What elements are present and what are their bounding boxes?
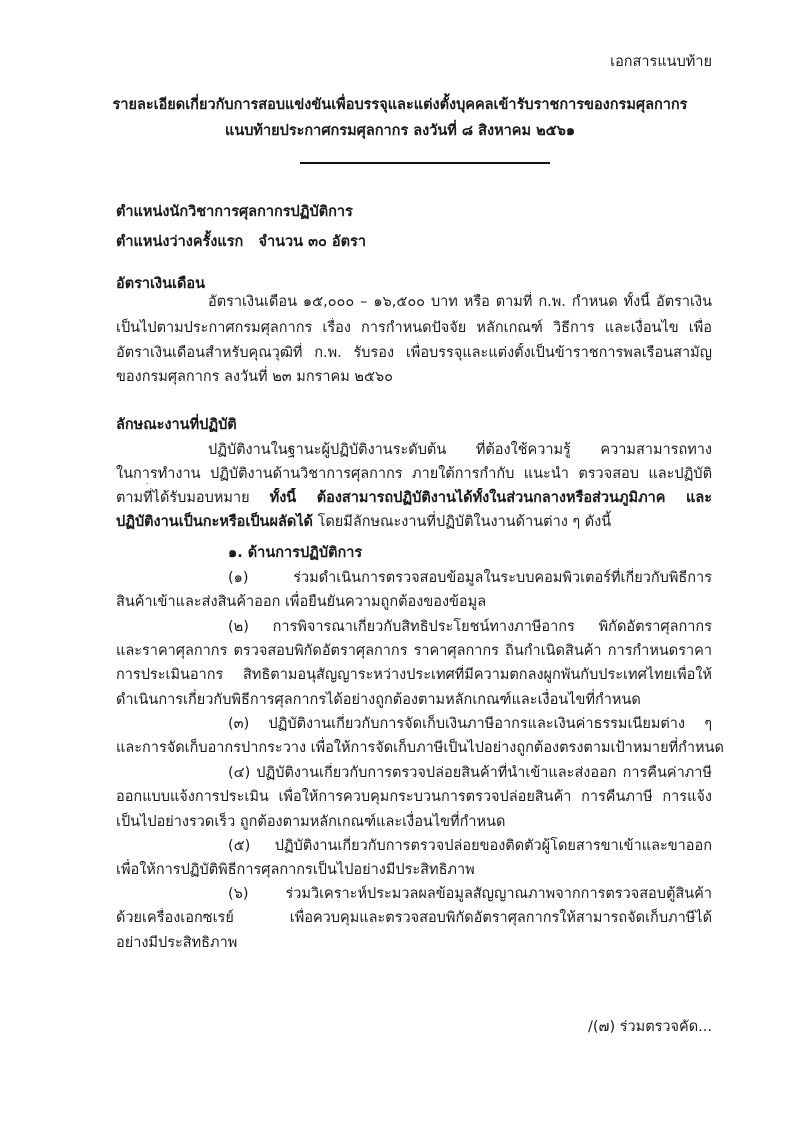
duties-text: ตามที่ได้รับมอบหมาย [116, 490, 270, 506]
item-line: ดำเนินการเกี่ยวกับพิธีการศุลกากรได้อย่างถูกต้องตามหลักเกณฑ์และเงื่อนไขที่กำหนด [116, 692, 641, 708]
title-divider [300, 162, 550, 164]
item-line: อย่างมีประสิทธิภาพ [116, 935, 238, 951]
salary-line: เป็นไปตามประกาศกรมศุลกากร เรื่อง การกำหนดปัจจัย หลักเกณฑ์ วิธีการ และเงื่อนไข เพื่อ [116, 320, 712, 336]
duties-line [116, 488, 712, 508]
item-line: (๓) ปฏิบัติงานเกี่ยวกับการจัดเก็บเงินภาษีอากรและเงินค่าธรรมเนียมต่าง ๆ [228, 716, 712, 732]
attachment-label: เอกสารแนบท้าย [610, 54, 712, 70]
salary-line: ของกรมศุลกากร ลงวันที่ ๒๓ มกราคม ๒๕๖๐ [116, 369, 394, 385]
item-line: สินค้าเข้าและส่งสินค้าออก เพื่อยืนยันความถูกต้องของข้อมูล [116, 594, 487, 610]
duties-text: โดยมีลักษณะงานที่ปฏิบัติในงานด้านต่าง ๆ ดังนี้ [312, 514, 612, 530]
section-heading: ๑. ด้านการปฏิบัติการ [228, 545, 363, 561]
duties-emphasis: ทั้งนี้ ต้องสามารถปฏิบัติงานได้ทั้งในส่วนกลางหรือส่วนภูมิภาค และ [269, 490, 712, 506]
duties-heading: ลักษณะงานที่ปฏิบัติ [116, 417, 237, 433]
duties-line: ในการทำงาน ปฏิบัติงานด้านวิชาการศุลกากร ภายใต้การกำกับ แนะนำ ตรวจสอบ และปฏิบัติ [116, 466, 712, 482]
item-line: ออกแบบแจ้งการประเมิน เพื่อให้การควบคุมกระบวนการตรวจปล่อยสินค้า การคืนภาษี การแจ้ง [116, 789, 712, 805]
vacancy-count: ตำแหน่งว่างครั้งแรก จำนวน ๓๐ อัตรา [116, 234, 366, 250]
duties-line [116, 512, 611, 532]
position-name: ตำแหน่งนักวิชาการศุลกากรปฏิบัติการ [116, 204, 353, 220]
item-line: เป็นไปอย่างรวดเร็ว ถูกต้องตามหลักเกณฑ์และเงื่อนไขที่กำหนด [116, 814, 506, 830]
item-line: (๑) ร่วมดำเนินการตรวจสอบข้อมูลในระบบคอมพิวเตอร์ที่เกี่ยวกับพิธีการ [228, 570, 712, 586]
item-line: (๒) การพิจารณาเกี่ยวกับสิทธิประโยชน์ทางภาษีอากร พิกัดอัตราศุลกากร [228, 619, 712, 635]
document-title: รายละเอียดเกี่ยวกับการสอบแข่งขันเพื่อบรรจุและแต่งตั้งบุคคลเข้ารับราชการของกรมศุลกากร [112, 97, 688, 113]
salary-line: อัตราเงินเดือน ๑๕,๐๐๐ – ๑๖,๕๐๐ บาท หรือ ตามที่ ก.พ. กำหนด ทั้งนี้ อัตราเงิน [208, 294, 712, 310]
salary-line: อัตราเงินเดือนสำหรับคุณวุฒิที่ ก.พ. รับรอง เพื่อบรรจุและแต่งตั้งเป็นข้าราชการพลเรือนสามัญ [116, 345, 712, 361]
item-line: การประเมินอากร สิทธิตามอนุสัญญาระหว่างประเทศที่มีความตกลงผูกพันกับประเทศไทยเพื่อให้ [116, 667, 712, 683]
item-line: และการจัดเก็บอากรปากระวาง เพื่อให้การจัดเก็บภาษีเป็นไปอย่างถูกต้องตรงตามเป้าหมายที่กำหนด [116, 740, 724, 756]
document-subtitle: แนบท้ายประกาศกรมศุลกากร ลงวันที่ ๘ สิงหาคม ๒๕๖๑ [224, 123, 576, 139]
item-line: (๔) ปฏิบัติงานเกี่ยวกับการตรวจปล่อยสินค้าที่นำเข้าและส่งออก การคืนค่าภาษี [228, 765, 712, 781]
item-line: และราคาศุลกากร ตรวจสอบพิกัดอัตราศุลกากร ราคาศุลกากร ถิ่นกำเนิดสินค้า การกำหนดราคา [116, 643, 712, 659]
duties-emphasis: ปฏิบัติงานเป็นกะหรือเป็นผลัดได้ [116, 514, 313, 530]
continued-note: /(๗) ร่วมตรวจคัด... [588, 1019, 712, 1035]
item-line: เพื่อให้การปฏิบัติพิธีการศุลกากรเป็นไปอย่างมีประสิทธิภาพ [116, 862, 475, 878]
duties-line: ปฏิบัติงานในฐานะผู้ปฏิบัติงานระดับต้น ที่ต้องใช้ความรู้ ความสามารถทาง [208, 442, 712, 458]
salary-heading: อัตราเงินเดือน [116, 276, 205, 292]
item-line: (๖) ร่วมวิเคราะห์ประมวลผลข้อมูลสัญญาณภาพจากการตรวจสอบตู้สินค้า [228, 886, 712, 902]
item-line: (๕) ปฏิบัติงานเกี่ยวกับการตรวจปล่อยของติดตัวผู้โดยสารขาเข้าและขาออก [228, 838, 712, 854]
item-line: ด้วยเครื่องเอกซเรย์ เพื่อควบคุมและตรวจสอบพิกัดอัตราศุลกากรให้สามารถจัดเก็บภาษีได้ [116, 910, 712, 926]
